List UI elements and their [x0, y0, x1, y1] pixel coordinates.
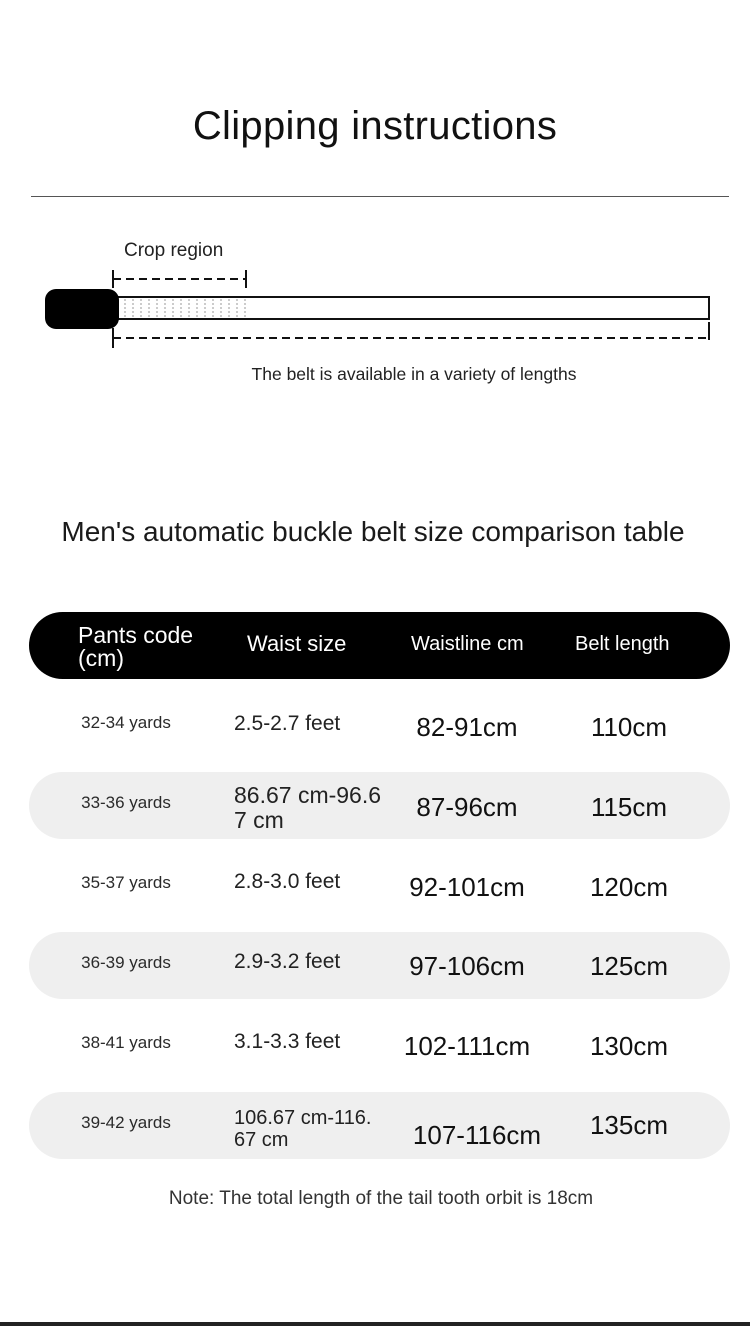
bottom-border	[0, 1322, 750, 1326]
cell-belt-length: 120cm	[589, 872, 669, 902]
cell-waistline-cm: 87-96cm	[416, 792, 518, 822]
header-pants-code: Pants code (cm)	[78, 622, 194, 671]
cell-belt-length: 125cm	[589, 951, 669, 981]
cell-pants-code: 38-41 yards	[81, 1033, 171, 1052]
title-divider	[31, 196, 729, 197]
table-row	[29, 692, 730, 759]
cell-waistline-cm: 107-116cm	[412, 1120, 542, 1150]
header-waistline-cm: Waistline cm	[411, 633, 524, 655]
cell-waistline-cm: 97-106cm	[409, 951, 525, 981]
footnote: Note: The total length of the tail tooth orbit is 18cm	[168, 1188, 594, 1209]
belt-diagram	[0, 260, 750, 360]
belt-caption: The belt is available in a variety of lengths	[251, 364, 577, 384]
cell-pants-code: 35-37 yards	[81, 873, 171, 892]
table-title: Men's automatic buckle belt size comparison table	[61, 516, 685, 547]
table-row	[29, 1012, 730, 1079]
header-belt-length: Belt length	[575, 633, 670, 655]
cell-belt-length: 115cm	[590, 792, 668, 822]
header-waist-size: Waist size	[247, 631, 347, 656]
cell-waist-size: 2.8-3.0 feet	[234, 870, 341, 893]
cell-waist-size: 3.1-3.3 feet	[234, 1030, 341, 1053]
belt-buckle	[45, 289, 119, 329]
cell-waistline-cm: 92-101cm	[409, 872, 525, 902]
belt-strap	[113, 297, 709, 319]
cell-waist-size: 2.5-2.7 feet	[234, 712, 341, 735]
table-row	[29, 932, 730, 999]
cell-pants-code: 39-42 yards	[81, 1113, 171, 1132]
cell-waist-size: 86.67 cm-96.67 cm	[234, 782, 382, 833]
crop-region-label: Crop region	[124, 240, 224, 261]
table-row	[29, 772, 730, 839]
cell-pants-code: 33-36 yards	[81, 793, 171, 812]
table-row	[29, 852, 730, 919]
cell-belt-length: 135cm	[589, 1110, 669, 1140]
cell-waist-size: 2.9-3.2 feet	[234, 950, 341, 973]
cell-belt-length: 110cm	[590, 712, 668, 742]
cell-waistline-cm: 102-111cm	[403, 1031, 531, 1061]
cell-belt-length: 130cm	[589, 1031, 669, 1061]
cell-pants-code: 36-39 yards	[81, 953, 171, 972]
cell-waistline-cm: 82-91cm	[416, 712, 518, 742]
page-title: Clipping instructions	[192, 104, 558, 148]
cell-waist-size: 106.67 cm-116.67 cm	[234, 1107, 372, 1151]
table-header	[29, 612, 730, 679]
table-row	[29, 1092, 730, 1159]
cell-pants-code: 32-34 yards	[81, 713, 171, 732]
